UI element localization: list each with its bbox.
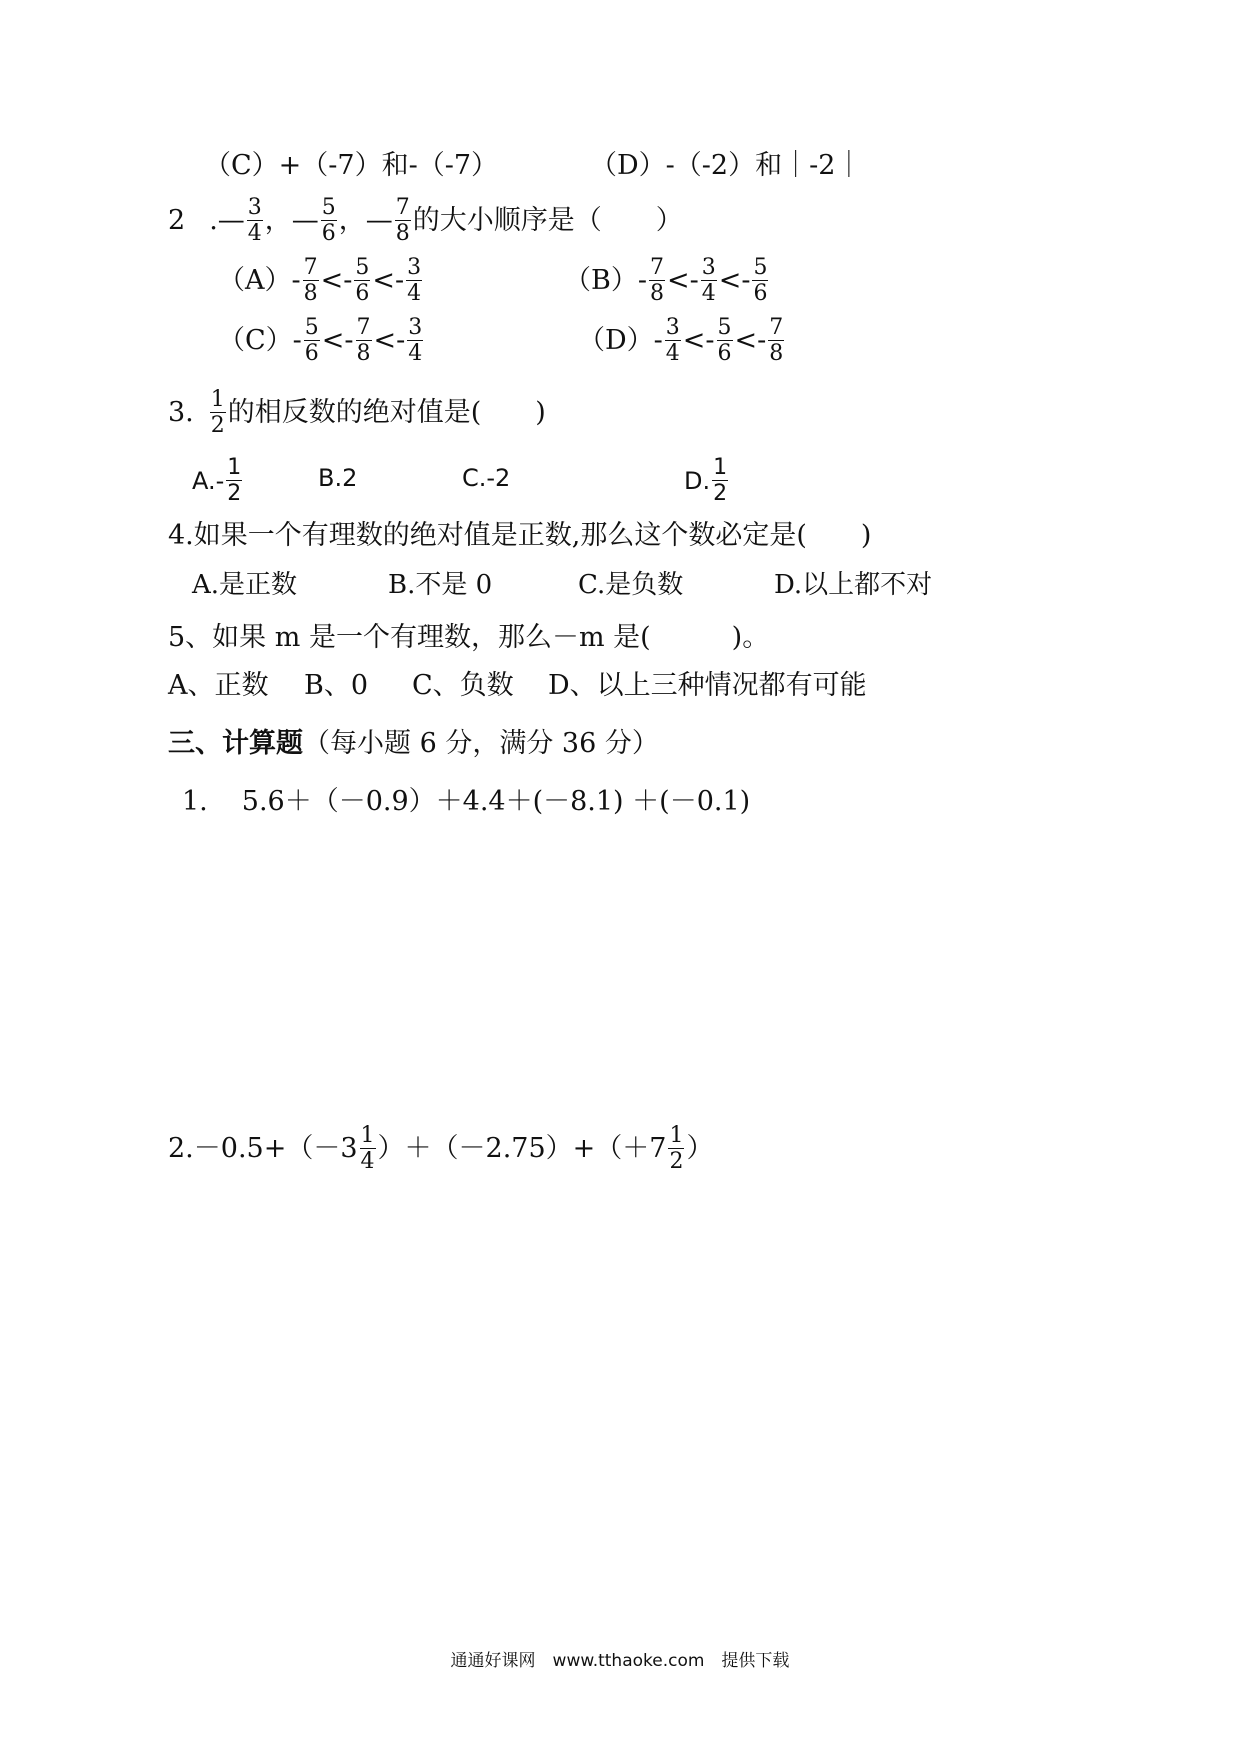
calc-2-pre: 2.－0.5+（－3 — [168, 1133, 358, 1165]
q3-option-a-fraction: $\frac{1}{2}$ — [227, 455, 242, 507]
q2-option-fraction: $\frac{3}{4}$ — [665, 315, 680, 367]
q1-option-d-expr: -（-2）和｜-2｜ — [665, 150, 863, 181]
q2-operator: <- — [666, 265, 699, 297]
q2-stem — [168, 196, 683, 245]
q4-option-a: A.是正数 — [192, 570, 298, 600]
q2-option-d — [578, 316, 786, 365]
q2-option-c — [218, 316, 425, 365]
q2-option-fraction: $\frac{7}{8}$ — [649, 255, 664, 307]
q2-operator: - — [292, 325, 302, 357]
calc-2-fraction-1: $\frac{1}{4}$ — [360, 1123, 375, 1175]
q2-fraction-1: $\frac{3}{4}$ — [247, 195, 262, 247]
q3-option-d — [684, 456, 730, 505]
q2-option-fraction: $\frac{7}{8}$ — [769, 315, 784, 367]
q2-option-a — [218, 256, 424, 305]
q1-option-c — [204, 152, 498, 179]
q1-option-d-label: （D） — [590, 150, 666, 181]
q2-option-label: （C） — [218, 325, 293, 357]
calc-1 — [182, 788, 750, 815]
q2-option-fraction: $\frac{3}{4}$ — [408, 315, 423, 367]
q2-tail: 的大小顺序是（ ） — [412, 205, 683, 237]
q3-tail: 的相反数的绝对值是( ) — [227, 397, 546, 429]
calc-2-mid: ）＋（－2.75）+（＋7 — [377, 1133, 667, 1165]
q2-fraction-3: $\frac{7}{8}$ — [395, 195, 410, 247]
q3-option-a-label: A.- — [192, 466, 225, 495]
q5-option-a: A、正数 — [168, 670, 269, 701]
q2-option-fraction: $\frac{7}{8}$ — [303, 255, 318, 307]
calc-1-number: 1. — [182, 786, 208, 817]
q2-option-fraction: $\frac{3}{4}$ — [407, 255, 422, 307]
q5-option-c: C、负数 — [412, 670, 514, 701]
q2-option-fraction: $\frac{5}{6}$ — [717, 315, 732, 367]
q3-option-a — [192, 456, 244, 505]
q3-option-d-label: D. — [684, 466, 711, 495]
q5-option-b: B、0 — [304, 670, 369, 701]
q2-operator: - — [653, 325, 663, 357]
calc-2-fraction-2: $\frac{1}{2}$ — [669, 1123, 684, 1175]
q2-sep-1: ，— — [264, 205, 319, 237]
q1-option-c-label: （C） — [204, 150, 279, 181]
q2-operator: <- — [372, 265, 405, 297]
q2-fraction-2: $\frac{5}{6}$ — [321, 195, 336, 247]
q4-stem: 4.如果一个有理数的绝对值是正数,那么这个数必定是( ) — [168, 520, 872, 551]
q2-operator: <- — [320, 265, 353, 297]
q1-option-d — [590, 152, 862, 179]
q3-fraction: $\frac{1}{2}$ — [210, 387, 225, 439]
q4-option-d: D.以上都不对 — [774, 570, 933, 600]
q2-operator: <- — [682, 325, 715, 357]
calc-2-post: ） — [686, 1133, 714, 1165]
q4-option-b: B.不是 0 — [388, 570, 493, 600]
q2-sep-2: ，— — [338, 205, 393, 237]
q2-operator: <- — [321, 325, 354, 357]
q2-option-label: （B） — [564, 265, 638, 297]
section-3-note: （每小题 6 分，满分 36 分） — [303, 728, 659, 759]
q2-option-b — [564, 256, 770, 305]
q3-number: 3. — [168, 397, 194, 429]
q2-option-fraction: $\frac{5}{6}$ — [304, 315, 319, 367]
q2-option-fraction: $\frac{5}{6}$ — [753, 255, 768, 307]
q2-number: 2 — [168, 205, 186, 237]
q2-operator: - — [291, 265, 301, 297]
q5-option-d: D、以上三种情况都有可能 — [548, 670, 867, 701]
page-footer: 通通好课网 www.tthaoke.com 提供下载 — [450, 1651, 790, 1671]
q2-operator: <- — [373, 325, 406, 357]
calc-2 — [168, 1124, 713, 1173]
q1-option-c-expr: +（-7）和-（-7） — [278, 150, 499, 181]
section-3-title: 三、计算题 — [168, 728, 303, 759]
q2-operator: <- — [718, 265, 751, 297]
q2-option-label: （D） — [578, 325, 654, 357]
q3-stem — [168, 388, 546, 437]
q2-operator: <- — [734, 325, 767, 357]
q2-option-fraction: $\frac{3}{4}$ — [701, 255, 716, 307]
q3-option-b: B.2 — [318, 464, 358, 492]
q3-option-d-fraction: $\frac{1}{2}$ — [713, 455, 728, 507]
section-3-heading — [168, 730, 659, 757]
q2-option-fraction: $\frac{5}{6}$ — [355, 255, 370, 307]
q2-option-fraction: $\frac{7}{8}$ — [356, 315, 371, 367]
q2-operator: - — [637, 265, 647, 297]
q5-stem: 5、如果 m 是一个有理数，那么－m 是( )。 — [168, 622, 770, 653]
q3-option-c: C.-2 — [462, 464, 511, 492]
q2-option-label: （A） — [218, 265, 292, 297]
calc-1-expr: 5.6＋（－0.9）＋4.4＋(－8.1) ＋(－0.1) — [241, 786, 751, 817]
q2-lead: .— — [209, 205, 245, 237]
q4-option-c: C.是负数 — [578, 570, 684, 600]
